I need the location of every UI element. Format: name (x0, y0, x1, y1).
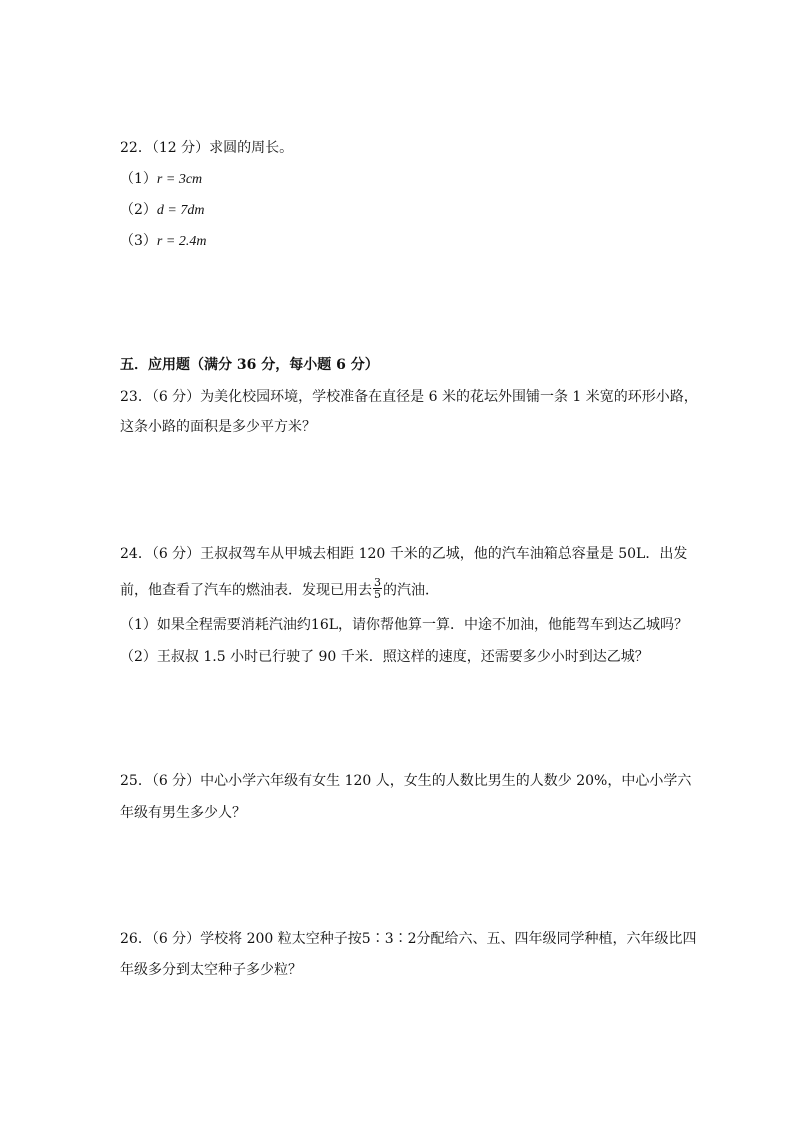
q22-item-2-expr: d = 7dm (156, 203, 205, 218)
q22-title: 22．（12 分）求圆的周长。 (120, 140, 294, 156)
q26-line-1: 26．（6 分）学校将 200 粒太空种子按5∶3∶2分配给六、五、四年级同学种植，六年级比四 (120, 931, 697, 947)
q22-item-3-expr: r = 2.4m (156, 234, 207, 249)
q24-sub-2: （2）王叔叔 1.5 小时已行驶了 90 千米．照这样的速度，还需要多少小时到达乙城？ (120, 649, 649, 665)
q25-line-1: 25．（6 分）中心小学六年级有女生 120 人，女生的人数比男生的人数少 20%，中心小学六 (120, 773, 692, 789)
q24-line-2 (120, 576, 439, 602)
q22-item-2 (120, 201, 204, 220)
q22-item-1 (120, 170, 202, 189)
fraction-three-fifths (373, 577, 382, 600)
q23-line-2: 这条小路的面积是多少平方米？ (120, 419, 316, 435)
q22-item-3-label: （3） (120, 233, 157, 249)
q25-line-2: 年级有男生多少人？ (120, 805, 246, 821)
q22-item-1-label: （1） (120, 171, 157, 187)
fraction-numerator: 3 (374, 576, 381, 589)
q22-item-3 (120, 232, 206, 251)
q22-item-2-label: （2） (120, 202, 157, 218)
q24-line-2-after: 的汽油． (383, 582, 439, 599)
q26-line-2: 年级多分到太空种子多少粒？ (120, 962, 302, 978)
q24-line-1: 24．（6 分）王叔叔驾车从甲城去相距 120 千米的乙城，他的汽车油箱总容量是 50L．出发 (120, 546, 688, 562)
q24-line-2-before: 前，他查看了汽车的燃油表．发现已用去 (120, 582, 372, 599)
q24-sub-1: （1）如果全程需要消耗汽油约16L，请你帮他算一算．中途不加油，他能驾车到达乙城吗？ (120, 617, 689, 633)
q23-line-1: 23．（6 分）为美化校园环境，学校准备在直径是 6 米的花坛外围铺一条 1 米宽的环形小路， (120, 389, 698, 405)
q22-item-1-expr: r = 3cm (156, 172, 203, 187)
section-5-heading: 五．应用题（满分 36 分，每小题 6 分） (120, 357, 379, 373)
fraction-denominator: 5 (374, 588, 381, 601)
